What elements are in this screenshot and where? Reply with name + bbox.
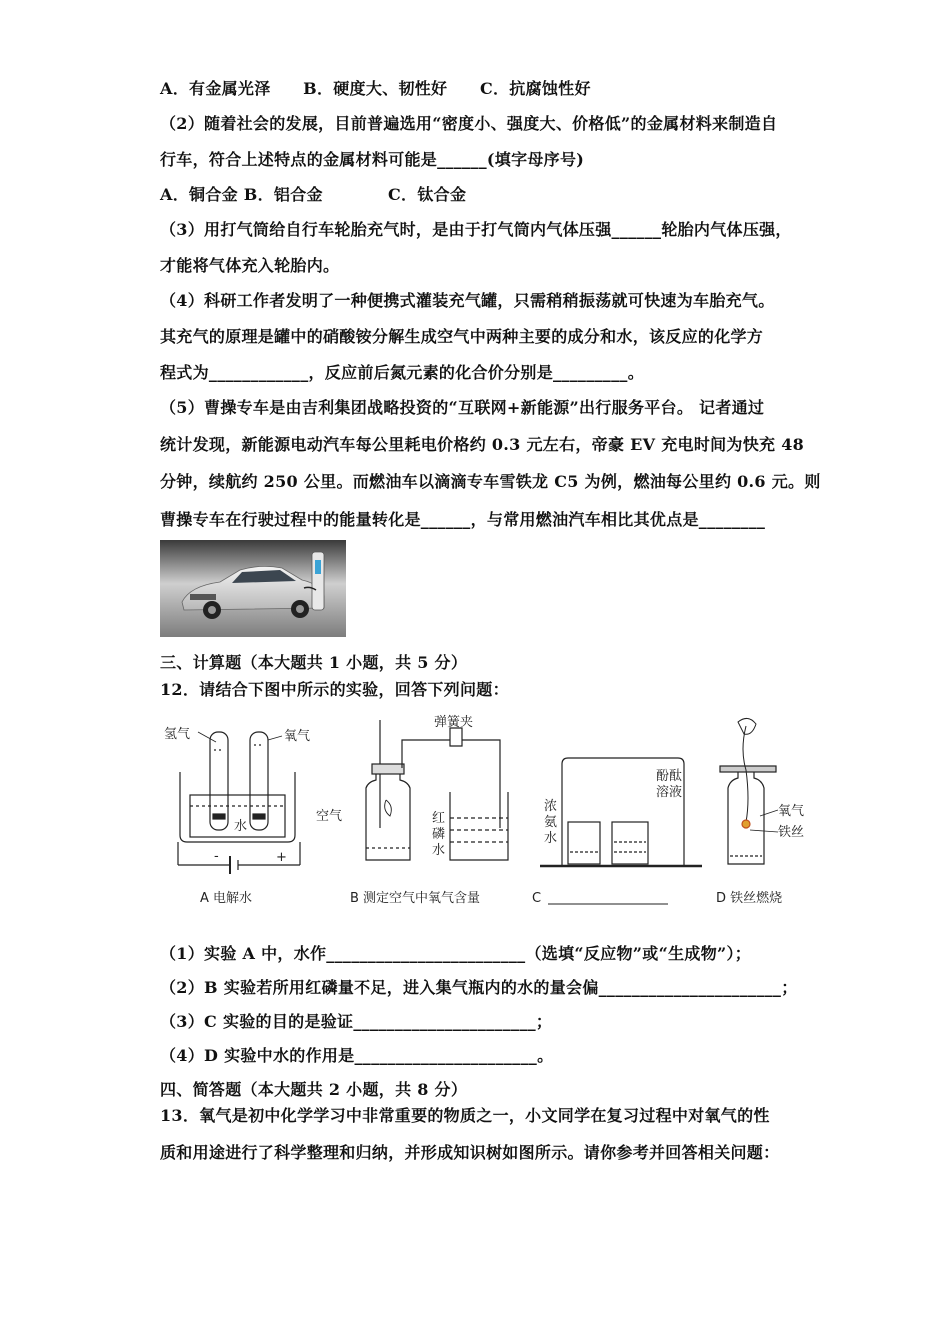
option-line-q2: A．铜合金 B．铝合金 C．钛合金 [160, 185, 467, 204]
figure-a-electrolysis [164, 727, 310, 874]
figure-a-plus: + [276, 850, 287, 865]
question-3-line2: 才能将气体充入轮胎内。 [160, 256, 340, 275]
figure-c-c1: 浓 [544, 799, 558, 814]
section-4-heading: 四、简答题（本大题共 2 小题，共 8 分） [160, 1080, 468, 1099]
experiment-figures [150, 710, 810, 910]
option-line-q1: A．有金属光泽 B．硬度大、韧性好 C．抗腐蚀性好 [160, 79, 591, 98]
question-3-line1: （3）用打气筒给自行车轮胎充气时，是由于打气筒内气体压强______轮胎内气体压强， [160, 220, 792, 239]
figure-b-oxygen-content [316, 714, 508, 860]
question-2-line1: （2）随着社会的发展，目前普遍选用“密度小、强度大、价格低”的金属材料来制造自 [160, 114, 778, 133]
figure-a-minus: - [214, 849, 219, 864]
figure-b-phos: 磷 [432, 827, 446, 842]
question-5-line1: （5）曹操专车是由吉利集团战略投资的“互联网+新能源”出行服务平台。 记者通过 [160, 398, 765, 417]
electric-car-photo [160, 540, 346, 637]
answer-4: （4）D 实验中水的作用是______________________。 [160, 1046, 554, 1065]
question-5-line4: 曹操专车在行驶过程中的能量转化是______，与常用燃油汽车相比其优点是________ [160, 510, 766, 529]
figure-c-p1: 酚酞 [656, 769, 683, 784]
figure-b-red: 红 [432, 811, 446, 826]
answer-1: （1）实验 A 中，水作________________________（选填“反应物”或“生成物”）； [160, 944, 752, 963]
answer-2: （2）B 实验若所用红磷量不足，进入集气瓶内的水的量会偏______________________； [160, 978, 798, 997]
question-5-line3: 分钟，续航约 250 公里。而燃油车以滴滴专车雪铁龙 C5 为例，燃油每公里约 0.6 元。则 [160, 472, 821, 491]
figure-a-water: 水 [234, 819, 248, 834]
question-4-line1: （4）科研工作者发明了一种便携式灌装充气罐，只需稍稍振荡就可快速为车胎充气。 [160, 291, 775, 310]
question-4-line3: 程式为____________，反应前后氮元素的化合价分别是_________。 [160, 363, 645, 382]
figure-b-water: 水 [432, 843, 446, 858]
figure-c-diffusion [540, 758, 702, 866]
figure-c-p2: 溶液 [656, 785, 683, 800]
answer-3: （3）C 实验的目的是验证______________________； [160, 1012, 553, 1031]
figure-d-oxygen: 氧气 [778, 804, 805, 819]
figure-a-left-gas: 氢气 [164, 727, 191, 742]
section-3-heading: 三、计算题（本大题共 1 小题，共 5 分） [160, 653, 468, 672]
figure-b-air: 空气 [316, 809, 343, 824]
figure-d-iron-combustion [720, 718, 804, 864]
figure-b-clamp: 弹簧夹 [434, 715, 474, 730]
caption-c: C [532, 891, 542, 906]
question-5-line2: 统计发现，新能源电动汽车每公里耗电价格约 0.3 元左右，帝豪 EV 充电时间为快充 48 [160, 435, 805, 454]
caption-b: B 测定空气中氧气含量 [350, 891, 481, 906]
question-2-line2: 行车，符合上述特点的金属材料可能是______(填字母序号) [160, 150, 585, 169]
question-13-line1: 13．氧气是初中化学学习中非常重要的物质之一，小文同学在复习过程中对氧气的性 [160, 1106, 770, 1125]
figure-a-right-gas: 氧气 [284, 729, 311, 744]
caption-d: D 铁丝燃烧 [716, 891, 783, 906]
question-4-line2: 其充气的原理是罐中的硝酸铵分解生成空气中两种主要的成分和水，该反应的化学方 [160, 327, 764, 346]
figure-c-c2: 氨 [544, 815, 558, 830]
caption-a: A 电解水 [200, 891, 253, 906]
figure-c-c3: 水 [544, 831, 558, 846]
question-12-stem: 12．请结合下图中所示的实验，回答下列问题： [160, 680, 509, 699]
figure-d-wire: 铁丝 [778, 825, 805, 840]
question-13-line2: 质和用途进行了科学整理和归纳，并形成知识树如图所示。请你参考并回答相关问题： [160, 1143, 780, 1162]
